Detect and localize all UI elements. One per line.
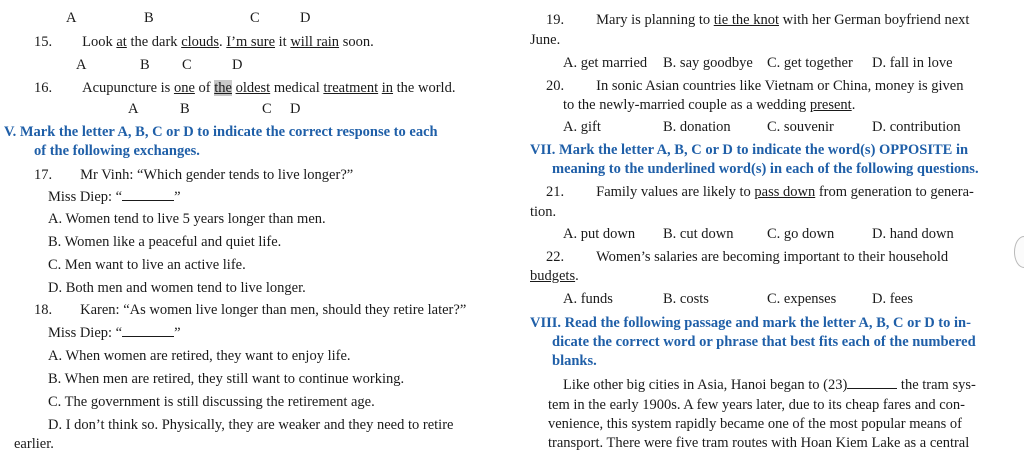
question-20-cont: to the newly-married couple as a wedding present. [563,97,856,113]
option-22d: D. fees [872,291,914,307]
question-18-reply: Miss Diep: “ ” [48,325,181,341]
option-19c: C. get together [767,55,853,71]
option-19a: A. get married [563,55,648,71]
passage-line: transport. There were five tram routes with Hoan Kiem Lake as a central [548,435,970,451]
question-18: 18. Karen: “As women live longer than men, should they retire later?” [34,302,467,318]
option-21b: B. cut down [663,226,734,242]
question-21: 21. Family values are likely to pass down from generation to genera- [546,184,974,200]
question-22: 22. Women’s salaries are becoming important to their household [546,249,949,265]
letter-c: C [250,10,260,26]
passage-line: tem in the early 1900s. A few years later, due to its cheap fares and con- [548,397,965,413]
section-8-heading-cont2: blanks. [552,353,597,369]
option-21c: C. go down [767,226,835,242]
option-17c: C. Men want to live an active life. [48,257,246,273]
section-5-heading: V. Mark the letter A, B, C or D to indicate the correct response to each [4,124,438,140]
question-15: 15. Look at the dark clouds. I’m sure it will rain soon. [34,34,374,50]
letter-a: A [66,10,77,26]
option-18c: C. The government is still discussing the retirement age. [48,394,375,410]
letter-b: B [140,57,150,73]
answer-blank [122,189,174,201]
option-20b: B. donation [663,119,731,135]
option-20a: A. gift [563,119,601,135]
question-16: 16. Acupuncture is one of the oldest medical treatment in the world. [34,80,456,96]
option-18d-cont: earlier. [14,436,54,452]
question-17-reply: Miss Diep: “ ” [48,189,181,205]
passage-line: venience, this system rapidly became one of the most popular means of [548,416,962,432]
option-19d: D. fall in love [872,55,953,71]
option-17b: B. Women like a peaceful and quiet life. [48,234,282,250]
letter-c: C [262,101,272,117]
question-21-cont: tion. [530,204,557,220]
passage-blank-23 [847,377,897,389]
question-19-cont: June. [530,32,561,48]
question-17: 17. Mr Vinh: “Which gender tends to live longer?” [34,167,354,183]
question-19: 19. Mary is planning to tie the knot with her German boyfriend next [546,12,970,28]
letter-d: D [290,101,301,117]
letter-d: D [232,57,243,73]
option-20c: C. souvenir [767,119,834,135]
passage-line: Like other big cities in Asia, Hanoi began to (23) the tram sys- [563,377,976,393]
option-17d: D. Both men and women tend to live longer. [48,280,306,296]
section-8-heading: VIII. Read the following passage and mark the letter A, B, C or D to in- [530,315,971,331]
letter-a: A [76,57,87,73]
option-20d: D. contribution [872,119,961,135]
option-18b: B. When men are retired, they still want to continue working. [48,371,405,387]
option-19b: B. say goodbye [663,55,753,71]
option-22b: B. costs [663,291,709,307]
option-22a: A. funds [563,291,613,307]
answer-blank [122,325,174,337]
page-edge-tab [1014,236,1024,268]
section-7-heading-cont: meaning to the underlined word(s) in each of the following questions. [552,161,979,177]
question-20: 20. In sonic Asian countries like Vietnam or China, money is given [546,78,964,94]
section-7-heading: VII. Mark the letter A, B, C or D to indicate the word(s) OPPOSITE in [530,142,969,158]
option-21a: A. put down [563,226,636,242]
option-18a: A. When women are retired, they want to enjoy life. [48,348,351,364]
option-17a: A. Women tend to live 5 years longer than men. [48,211,326,227]
option-18d: D. I don’t think so. Physically, they are weaker and they need to retire [48,417,454,433]
letter-c: C [182,57,192,73]
letter-b: B [180,101,190,117]
question-22-cont: budgets. [530,268,579,284]
section-5-heading-cont: of the following exchanges. [34,143,200,159]
option-21d: D. hand down [872,226,954,242]
letter-b: B [144,10,154,26]
section-8-heading-cont: dicate the correct word or phrase that best fits each of the numbered [552,334,976,350]
letter-a: A [128,101,139,117]
option-22c: C. expenses [767,291,837,307]
letter-d: D [300,10,311,26]
